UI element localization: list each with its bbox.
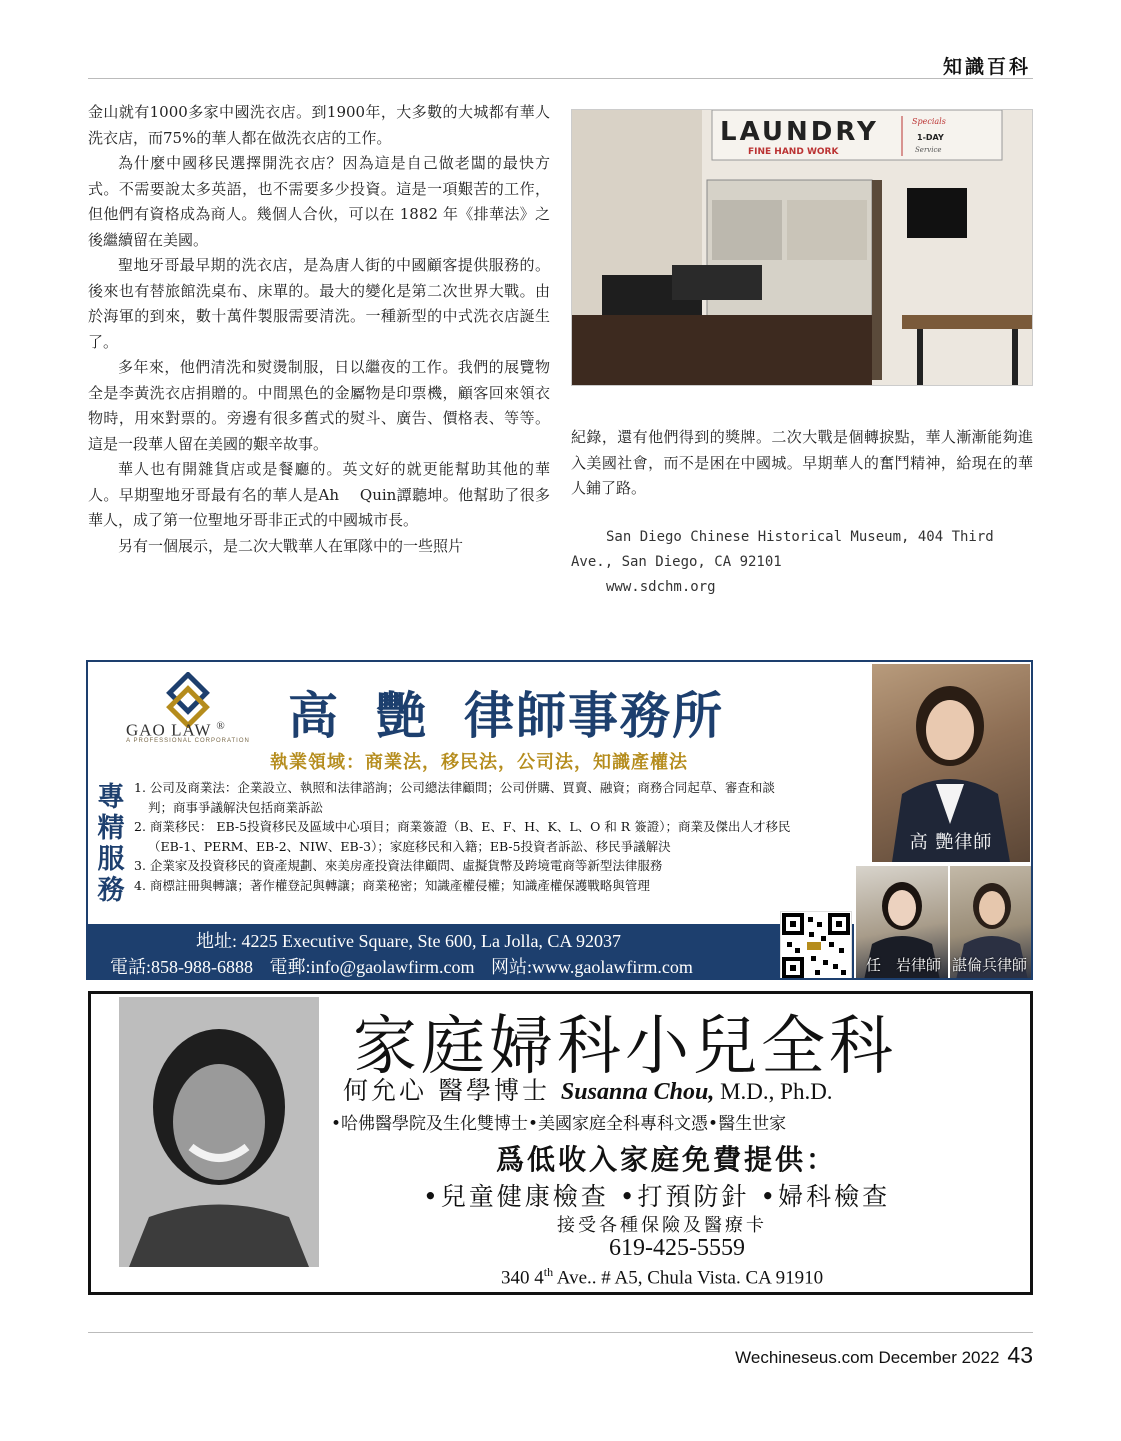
qr-code-icon[interactable] [780, 911, 852, 980]
doctor-services: •兒童健康檢查 •打預防針 •婦科檢查 [423, 1182, 891, 1211]
attorney-name-3: 諶倫兵律師 [952, 956, 1028, 974]
doctor-address-num: 340 4 [501, 1267, 544, 1289]
footer-divider [88, 1332, 1033, 1333]
firm-name-part: 律師事務所 [464, 686, 724, 745]
doctor-name-zh: 何允心 醫學博士 [343, 1076, 550, 1105]
gao-law-logo-subtitle: A PROFESSIONAL CORPORATION [126, 738, 250, 744]
law-service-item: 2. 商業移民： EB-5投資移民及區域中心項目；商業簽證（B、E、F、H、K、L、O 和 R 簽證）；商業及傑出人才移民（EB-1、PERM、EB-2、NIW、EB-3）；家庭移民和入籍；EB-5投資者訴訟、移民爭議解決 [134, 819, 791, 854]
doctor-free-offer: 爲低收入家庭免費提供： [496, 1143, 838, 1176]
page-footer [735, 1342, 1033, 1369]
firm-name-part: 高 [288, 686, 340, 745]
doctor-ad-title: 家庭婦科小兒全科 [353, 1010, 897, 1084]
attorney-name-2: 任 岩律師 [866, 956, 942, 974]
law-address: 地址: 4225 Executive Square, Ste 600, La Jolla, CA 92037 [196, 931, 621, 951]
firm-name-part: 艷 [376, 686, 428, 745]
article-paragraph: 多年來，他們清洗和熨燙制服，日以繼夜的工作。我們的展覽物全是李黃洗衣店捐贈的。中間黑色的金屬物是印票機，顧客回來領衣物時，用來對票的。旁邊有很多舊式的熨斗、廣告、價格表、等等。這是一段華人留在美國的艱辛故事。 [88, 358, 550, 453]
doctor-address-rest: Ave.. # A5, Chula Vista. CA 91910 [553, 1267, 824, 1289]
article-paragraph: 華人也有開雜貨店或是餐廳的。英文好的就更能幫助其他的華人。早期聖地牙哥最有名的華人是Ah Quin譚聽坤。他幫助了很多華人，成了第一位聖地牙哥非正式的中國城市長。 [88, 460, 550, 529]
law-firm-name [288, 676, 724, 748]
gao-law-advertisement [86, 660, 1033, 980]
law-service-item: 4. 商標註冊與轉讓；著作權登記與轉讓；商業秘密；知識產權侵權；知識產權保護戰略與管理 [134, 877, 650, 893]
doctor-insurance: 接受各種保險及醫療卡 [557, 1215, 767, 1236]
gao-law-logo-name: GAO LAW [126, 720, 212, 740]
laundry-sign-day: 1-DAY [917, 133, 944, 142]
doctor-credentials: •哈佛醫學院及生化雙博士•美國家庭全科專科文憑•醫生世家 [331, 1114, 787, 1134]
law-service-item: 1. 公司及商業法：企業設立、執照和法律諮詢；公司總法律顧問；公司併購、買賣、融資；商務合同起草、審查和談判；商事爭議解決包括商業訴訟 [134, 780, 775, 815]
article-right-column: 紀錄，還有他們得到的獎牌。二次大戰是個轉捩點，華人漸漸能夠進入美國社會，而不是困在中國城。早期華人的奮鬥精神，給現在的華人鋪了路。 [571, 428, 1033, 497]
laundry-sign-special: Specials [912, 117, 946, 126]
doctor-address-sup: th [543, 1265, 554, 1279]
museum-website[interactable]: www.sdchm.org [606, 579, 716, 595]
doctor-phone[interactable]: 619-425-5559 [609, 1235, 745, 1261]
footer-site: Wechineseus.com December 2022 [735, 1348, 1000, 1367]
section-title: 知識百科 [942, 56, 1031, 78]
museum-credit [571, 525, 1033, 600]
law-contact-line [110, 953, 705, 979]
law-service-item: 3. 企業家及投資移民的資產規劃、來美房產投資法律顧問、虛擬貨幣及跨境電商等新型法律服務 [134, 858, 663, 873]
laundry-exhibit-photo [571, 109, 1033, 386]
doctor-name-en: Susanna Chou, [560, 1079, 715, 1105]
doctor-advertisement [88, 991, 1033, 1295]
practice-areas: 執業領域：商業法，移民法，公司法，知識產權法 [270, 752, 688, 773]
doctor-degrees: M.D., Ph.D. [714, 1079, 833, 1104]
museum-address: San Diego Chinese Historical Museum, 404 Third Ave., San Diego, CA 92101 [571, 529, 994, 570]
doctor-address [501, 1265, 823, 1289]
law-phone[interactable]: 電話:858-988-6888 [110, 957, 253, 977]
laundry-sign-subtext: FINE HAND WORK [748, 147, 839, 157]
article-paragraph: 聖地牙哥最早期的洗衣店，是為唐人街的中國顧客提供服務的。後來也有替旅館洗桌布、床單的。最大的變化是第二次世界大戰。由於海軍的到來，數十萬件製服需要清洗。一種新型的中式洗衣店誕生了。 [88, 256, 550, 351]
page-number: 43 [1007, 1342, 1033, 1368]
article-paragraph: 金山就有1000多家中國洗衣店。到1900年，大多數的大城都有華人洗衣店，而75%的華人都在做洗衣店的工作。 [88, 103, 550, 147]
doctor-portrait [119, 997, 319, 1267]
laundry-sign-service: Service [915, 146, 942, 154]
specialty-vertical-label: 專精服務 [97, 782, 125, 906]
laundry-sign-text: LAUNDRY [720, 117, 879, 147]
doctor-name [343, 1071, 833, 1107]
law-services-list [134, 778, 794, 895]
registered-mark: ® [216, 720, 226, 732]
article-left-column [88, 100, 550, 559]
article-paragraph: 另有一個展示，是二次大戰華人在軍隊中的一些照片 [118, 536, 464, 555]
header-divider [88, 78, 1033, 79]
article-paragraph: 為什麼中國移民選擇開洗衣店？因為這是自己做老闆的最快方式。不需要說太多英語，也不需要多少投資。這是一項艱苦的工作，但他們有資格成為商人。幾個人合伙，可以在 1882 年《排華法》之後繼續留在美國。 [88, 154, 550, 249]
attorney-name-main: 高 艷律師 [909, 832, 993, 853]
law-website[interactable]: 网站:www.gaolawfirm.com [491, 957, 693, 977]
law-email[interactable]: 電郵:info@gaolawfirm.com [269, 957, 475, 977]
